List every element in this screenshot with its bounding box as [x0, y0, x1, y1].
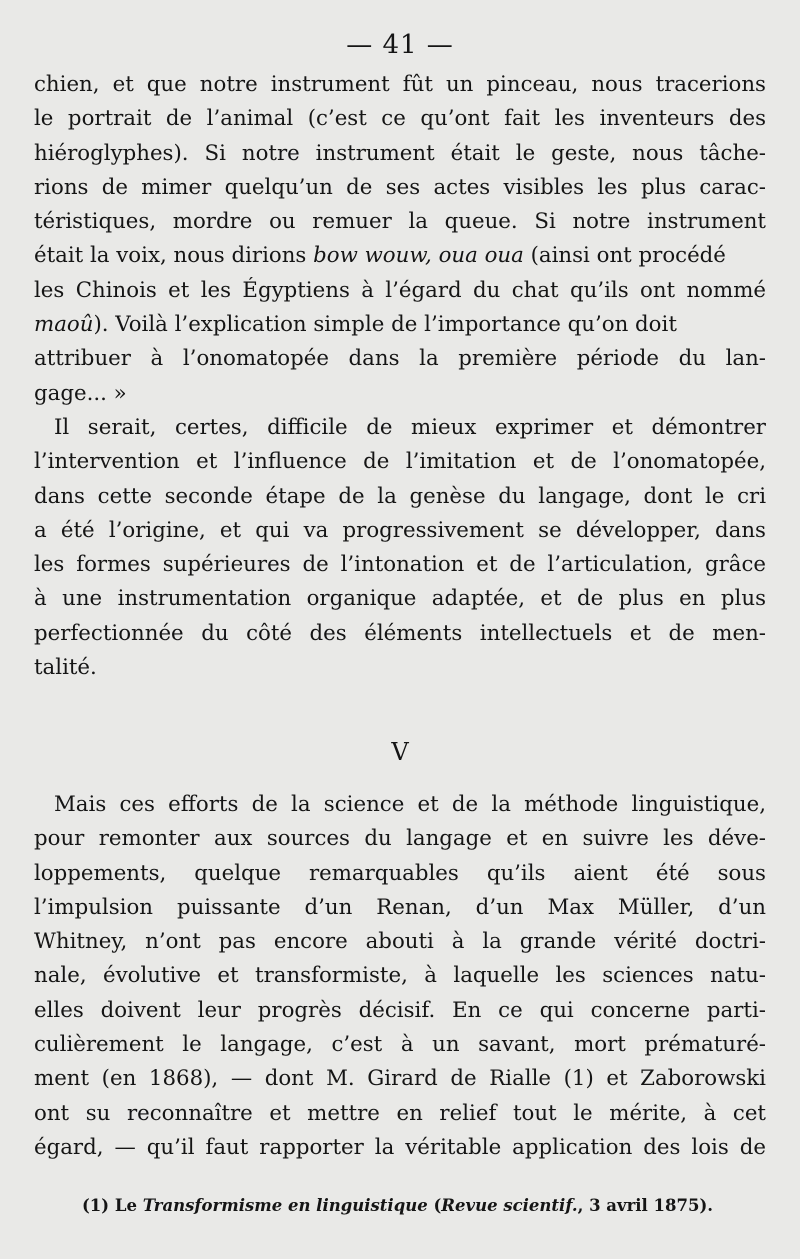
text-line: les Chinois et les Égyptiens à l’égard du chat qu’ils ont nommé — [34, 277, 766, 303]
text-segment: (ainsi ont procédé — [523, 243, 726, 269]
text-line: culièrement le langage, c’est à un savant, mort prématuré- — [34, 1032, 766, 1058]
page-number: — 41 — — [346, 30, 454, 60]
text-line: ment (en 1868), — dont M. Girard de Rialle (1) et Zaborowski — [34, 1066, 766, 1092]
text-segment: était la voix, nous dirions — [34, 243, 314, 269]
text-line — [34, 308, 766, 342]
text-line: hiéroglyphes). Si notre instrument était le geste, nous tâche- — [34, 140, 766, 166]
text-line: attribuer à l’onomatopée dans la première période du lan- — [34, 346, 766, 372]
text-line: Il serait, certes, difficile de mieux exprimer et démontrer — [54, 414, 766, 440]
text-line: dans cette seconde étape de la genèse du langage, dont le cri — [34, 483, 766, 509]
text-line: téristiques, mordre ou remuer la queue. Si notre instrument — [34, 209, 766, 235]
text-line: chien, et que notre instrument fût un pinceau, nous tracerions — [34, 72, 766, 97]
text-line: ont su reconnaître et mettre en relief tout le mérite, à cet — [34, 1100, 766, 1126]
text-line: à une instrumentation organique adaptée, et de plus en plus — [34, 586, 766, 612]
italic-text: bow wouw, oua oua — [313, 243, 524, 269]
footnote-suffix: , 3 avril 1875). — [577, 1196, 714, 1215]
text-line: loppements, quelque remarquables qu’ils aient été sous — [34, 860, 766, 886]
footnote-source: Revue scientif. — [441, 1196, 578, 1215]
text-line: rions de mimer quelqu’un de ses actes visibles les plus carac- — [34, 174, 766, 200]
text-line: gage... » — [34, 380, 127, 406]
paragraph-continuation — [34, 68, 766, 685]
text-line: nale, évolutive et transformiste, à laquelle les sciences natu- — [34, 963, 766, 989]
text-line: elles doivent leur progrès décisif. En ce qui concerne parti- — [34, 997, 766, 1023]
text-line: l’intervention et l’influence de l’imitation et de l’onomatopée, — [34, 449, 766, 475]
footnote-title: Transformisme en linguistique — [142, 1196, 428, 1215]
text-line: pour remonter aux sources du langage et en suivre les déve- — [34, 826, 766, 852]
section-heading: V — [391, 738, 409, 766]
footnote — [82, 1196, 766, 1215]
text-line: égard, — qu’il faut rapporter la véritable application des lois de — [34, 1134, 766, 1160]
text-segment: ). Voilà l’explication simple de l’importance qu’on doit — [93, 312, 677, 338]
text-line: les formes supérieures de l’intonation et de l’articulation, grâce — [34, 552, 766, 578]
text-line: l’impulsion puissante d’un Renan, d’un Max Müller, d’un — [34, 894, 766, 920]
paragraph-section-v — [34, 788, 766, 1165]
text-line: Whitney, n’ont pas encore abouti à la grande vérité doctri- — [34, 929, 766, 955]
text-line: talité. — [34, 655, 97, 681]
text-line: a été l’origine, et qui va progressivement se développer, dans — [34, 517, 766, 543]
text-line: perfectionnée du côté des éléments intellectuels et de men- — [34, 620, 766, 646]
text-line: le portrait de l’animal (c’est ce qu’ont fait les inventeurs des — [34, 106, 766, 132]
text-line — [34, 239, 766, 273]
footnote-mid: ( — [427, 1196, 442, 1215]
italic-text: maoû — [34, 312, 94, 338]
text-line: Mais ces efforts de la science et de la méthode linguistique, — [54, 792, 766, 817]
footnote-prefix: (1) Le — [82, 1196, 143, 1215]
